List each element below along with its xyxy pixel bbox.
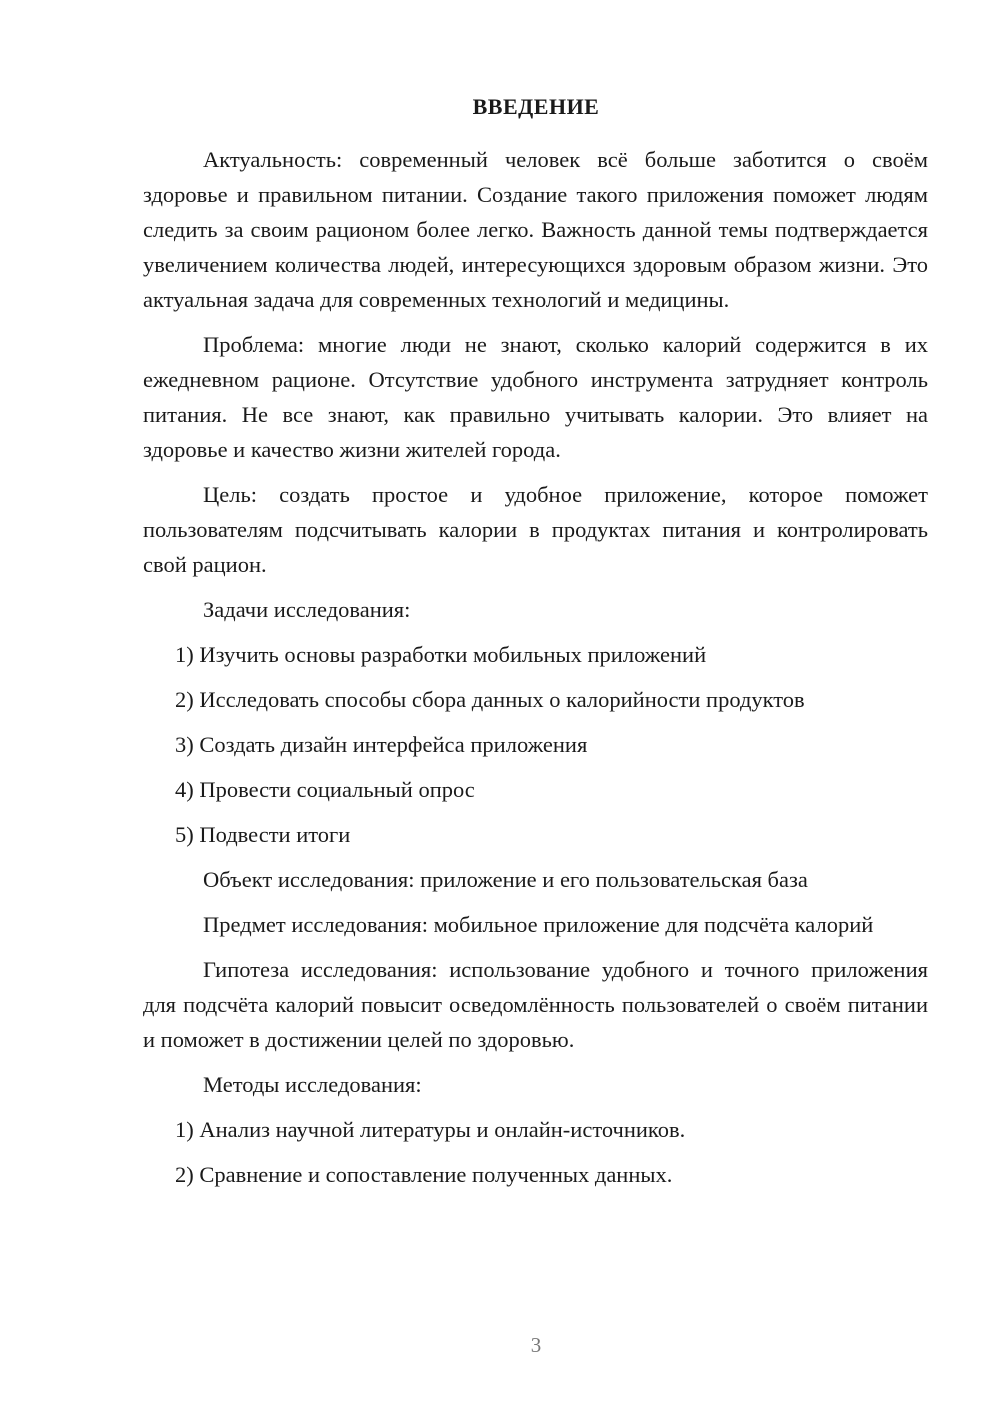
list-item: 3) Создать дизайн интерфейса приложения xyxy=(175,732,588,757)
page-number: 3 xyxy=(530,1333,542,1357)
subject-paragraph: Предмет исследования: мобильное приложение для подсчёта калорий xyxy=(203,912,874,937)
methods-heading: Методы исследования: xyxy=(203,1072,422,1097)
object-paragraph: Объект исследования: приложение и его пользовательская база xyxy=(203,867,808,892)
problem-paragraph: Проблема: многие люди не знают, сколько калорий содержится в их ежедневном рационе. Отсутствие удобного инструмента затрудняет контроль питания. Не все знают, как правильно учитывать калории. Это влияет на здоровье и качество жизни жителей города. xyxy=(143,332,928,462)
list-item: 5) Подвести итоги xyxy=(175,822,351,847)
relevance-paragraph: Актуальность: современный человек всё больше заботится о своём здоровье и правильном питании. Создание такого приложения поможет людям следить за своим рационом более легко. Важность данной темы подтверждается увеличением количества людей, интересующихся здоровым образом жизни. Это актуальная задача для современных технологий и медицины. xyxy=(143,147,928,312)
goal-paragraph: Цель: создать простое и удобное приложение, которое поможет пользователям подсчитывать калории в продуктах питания и контролировать свой рацион. xyxy=(143,482,928,577)
tasks-list xyxy=(143,637,928,852)
list-item: 1) Изучить основы разработки мобильных приложений xyxy=(175,642,707,667)
list-item: 1) Анализ научной литературы и онлайн-источников. xyxy=(175,1117,686,1142)
list-item: 2) Сравнение и сопоставление полученных данных. xyxy=(175,1162,673,1187)
tasks-heading: Задачи исследования: xyxy=(203,597,411,622)
page-title: ВВЕДЕНИЕ xyxy=(472,94,600,119)
hypothesis-paragraph: Гипотеза исследования: использование удобного и точного приложения для подсчёта калорий повысит осведомлённость пользователей о своём питании и поможет в достижении целей по здоровью. xyxy=(143,957,928,1052)
list-item: 4) Провести социальный опрос xyxy=(175,777,475,802)
methods-list xyxy=(143,1112,928,1192)
document-body xyxy=(143,142,928,1202)
list-item: 2) Исследовать способы сбора данных о калорийности продуктов xyxy=(175,687,805,712)
